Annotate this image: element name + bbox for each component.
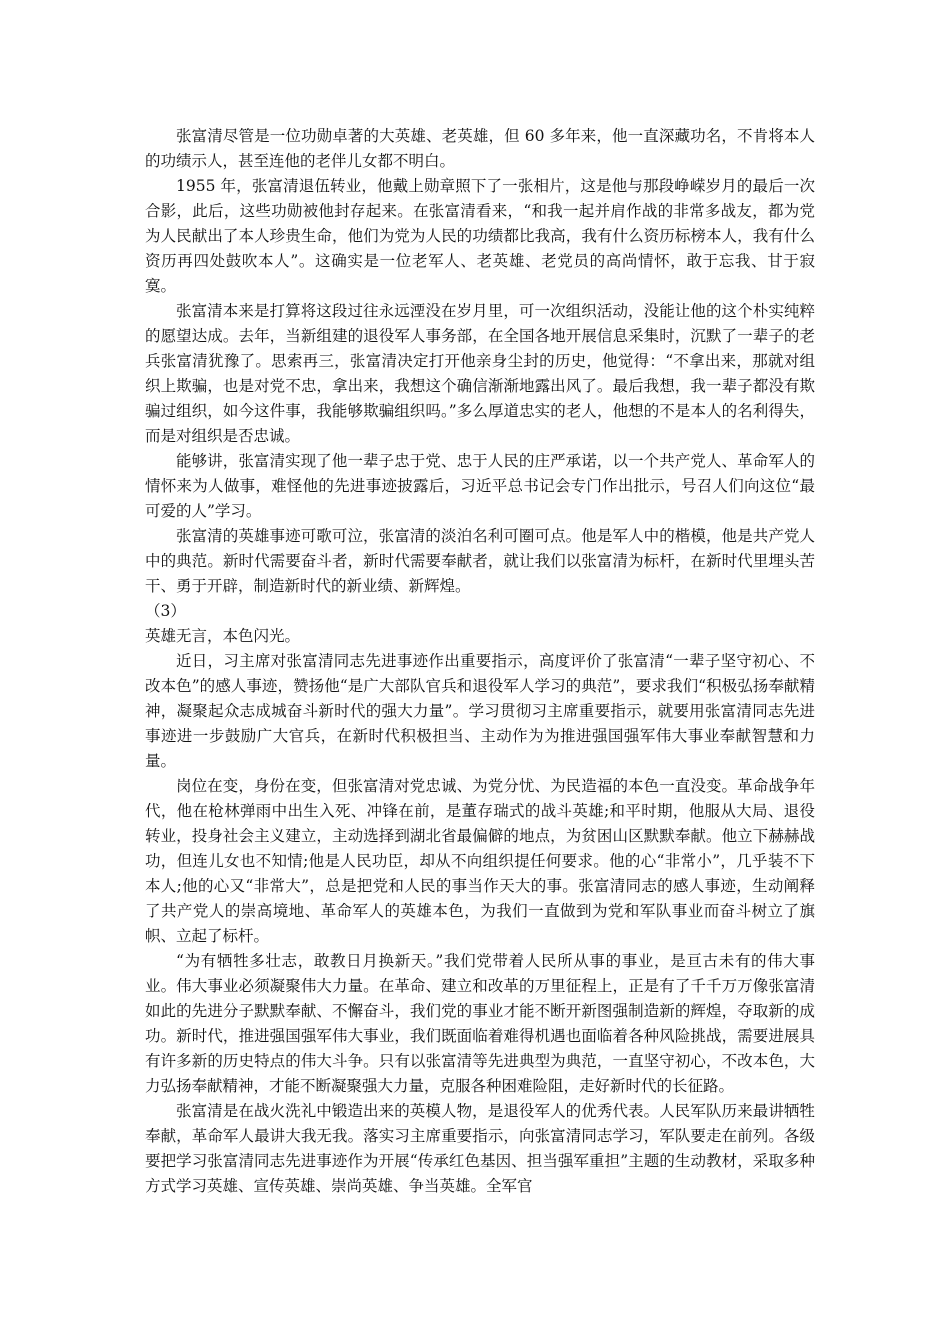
paragraph: “为有牺牲多壮志，敢教日月换新天。”我们党带着人民所从事的事业，是亘古未有的伟大事业。伟大事业必须凝聚伟大力量。在革命、建立和改革的万里征程上，正是有了千千万万像张富清如此的先进分子默默奉献、不懈奋斗，我们党的事业才能不断开新图强制造新的辉煌，夺取新的成功。新时代，推进强国强军伟大事业，我们既面临着难得机遇也面临着各种风险挑战，需要进展具有许多新的历史特点的伟大斗争。只有以张富清等先进典型为典范，一直坚守初心，不改本色，大力弘扬奉献精神，才能不断凝聚强大力量，克服各种困难险阻，走好新时代的长征路。 xyxy=(145,952,815,1095)
paragraph: 张富清的英雄事迹可歌可泣，张富清的淡泊名利可圈可点。他是军人中的楷模，他是共产党人中的典范。新时代需要奋斗者，新时代需要奉献者，就让我们以张富清为标杆，在新时代里埋头苦干、勇于开辟，制造新时代的新业绩、新辉煌。 xyxy=(145,527,815,595)
paragraph: 1955 年，张富清退伍转业，他戴上勋章照下了一张相片，这是他与那段峥嵘岁月的最后一次合影，此后，这些功勋被他封存起来。在张富清看来，“和我一起并肩作战的非常多战友，都为党为人民献出了本人珍贵生命，他们为党为人民的功绩都比我高，我有什么资历标榜本人，我有什么资历再四处鼓吹本人”。这确实是一位老军人、老英雄、老党员的高尚情怀，敢于忘我、甘于寂寞。 xyxy=(145,177,815,295)
paragraph: 张富清本来是打算将这段过往永远湮没在岁月里，可一次组织活动，没能让他的这个朴实纯粹的愿望达成。去年，当新组建的退役军人事务部，在全国各地开展信息采集时，沉默了一辈子的老兵张富清犹豫了。思索再三，张富清决定打开他亲身尘封的历史，他觉得：“不拿出来，那就对组织上欺骗，也是对党不忠，拿出来，我想这个确信渐渐地露出风了。最后我想，我一辈子都没有欺骗过组织，如今这件事，我能够欺骗组织吗。”多么厚道忠实的老人，他想的不是本人的名利得失，而是对组织是否忠诚。 xyxy=(145,302,815,445)
paragraph: 能够讲，张富清实现了他一辈子忠于党、忠于人民的庄严承诺，以一个共产党人、革命军人的情怀来为人做事，难怪他的先进事迹披露后，习近平总书记会专门作出批示，号召人们向这位“最可爱的人”学习。 xyxy=(145,452,815,520)
paragraph: 张富清尽管是一位功勋卓著的大英雄、老英雄，但 60 多年来，他一直深藏功名，不肯将本人的功绩示人，甚至连他的老伴儿女都不明白。 xyxy=(145,127,815,170)
section-number: （3） xyxy=(145,602,186,620)
paragraph: 张富清是在战火洗礼中锻造出来的英模人物，是退役军人的优秀代表。人民军队历来最讲牺牲奉献，革命军人最讲大我无我。落实习主席重要指示，向张富清同志学习，军队要走在前列。各级要把学习张富清同志先进事迹作为开展“传承红色基因、担当强军重担”主题的生动教材，采取多种方式学习英雄、宣传英雄、崇尚英雄、争当英雄。全军官 xyxy=(145,1102,815,1195)
paragraph: 岗位在变，身份在变，但张富清对党忠诚、为党分忧、为民造福的本色一直没变。革命战争年代，他在枪林弹雨中出生入死、冲锋在前，是董存瑞式的战斗英雄;和平时期，他服从大局、退役转业，投身社会主义建立，主动选择到湖北省最偏僻的地点，为贫困山区默默奉献。他立下赫赫战功，但连儿女也不知情;他是人民功臣，却从不向组织提任何要求。他的心“非常小”，几乎装不下本人;他的心又“非常大”，总是把党和人民的事当作天大的事。张富清同志的感人事迹，生动阐释了共产党人的崇高境地、革命军人的英雄本色，为我们一直做到为党和军队事业而奋斗树立了旗帜、立起了标杆。 xyxy=(145,777,815,945)
paragraph: 近日，习主席对张富清同志先进事迹作出重要指示，高度评价了张富清“一辈子坚守初心、不改本色”的感人事迹，赞扬他“是广大部队官兵和退役军人学习的典范”，要求我们“积极弘扬奉献精神，凝聚起众志成城奋斗新时代的强大力量”。学习贯彻习主席重要指示，就要用张富清同志先进事迹进一步鼓励广大官兵，在新时代积极担当、主动作为为推进强国强军伟大事业奉献智慧和力量。 xyxy=(145,652,815,770)
document-body xyxy=(145,124,815,1199)
section-heading: 英雄无言，本色闪光。 xyxy=(145,627,301,645)
